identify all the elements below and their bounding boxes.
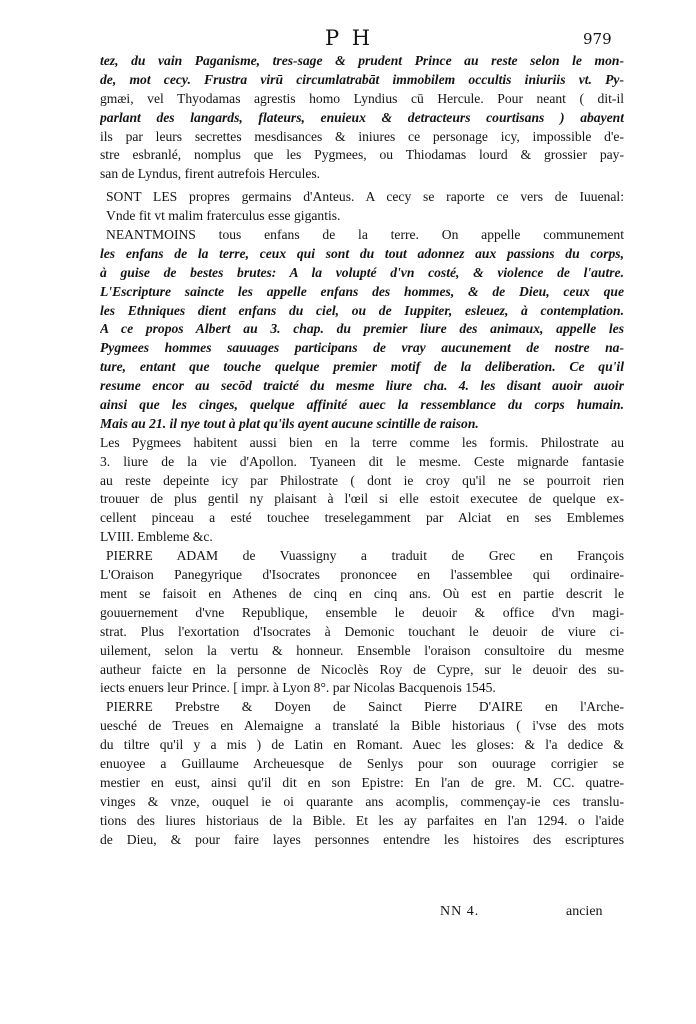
text-line: stre esbranlé, nomplus que les Pygmees, ou Thiodamas lourd & grossier pay- [100,147,624,163]
text-line: de, mot cecy. Frustra virū circumlatrabāt immobilem occultis iniuriis vt. Py- [100,71,624,87]
text-line: A ce propos Albert au 3. chap. du premier liure des animaux, appelle les [100,321,624,337]
text-line: NEANTMOINS tous enfans de la terre. On appelle communement [106,227,624,243]
text-line: LVIII. Embleme &c. [100,529,213,545]
text-line: trouuer de plus gentil ny plaisant à l'œil si elle estoit executee de quelque ex- [100,491,624,507]
text-line: gmæi, vel Thyodamas agrestis homo Lyndius cū Hercule. Pour neant ( dit-il [100,90,624,106]
catchword: ancien [566,904,603,919]
text-line: Pygmees hommes sauuages participans de vray aucunement de nostre na- [100,340,624,356]
text-block [100,52,624,849]
text-line: tions des liures historiaus de la Bible. Et les ay parfaites en l'an 1294. o l'aide [100,812,624,828]
text-line: enuoyee a Guillaume Archeuesque de Senlys pour son ouurage corrigier se [100,755,624,771]
running-header [0,26,696,50]
text-line: resume encor au secōd traicté du mesme liure cha. 4. les disant auoir auoir [100,378,624,394]
text-line: Mais au 21. il nye tout à plat qu'ils ayent aucune scintille de raison. [100,415,479,431]
running-title: P H [325,26,374,50]
text-line: vinges & vnze, ouquel ie oi quarante ans acomplis, commençay-ie ces translu- [100,793,624,809]
text-line: ture, entant que touche quelque premier motif de la deliberation. Ce qu'il [100,359,624,375]
text-line: ment se faisoit en Athenes de cinq en cinq ans. Où est en partie descrit le [100,585,624,601]
text-line: iects enuers leur Prince. [ impr. à Lyon 8°. par Nicolas Bacquenois 1545. [100,680,496,696]
text-line: Les Pygmees habitent aussi bien en la terre comme les formis. Philostrate au [100,434,624,450]
text-line: uilement, selon la vertu & honneur. Ensemble l'oraison consultoire du mesme [100,642,624,658]
text-line: L'Oraison Panegyrique d'Isocrates prononcee en l'assemblee qui ordinaire- [100,567,624,583]
text-line: cellent pinceau a esté touchee treselegamment par Alciat en ses Emblemes [100,510,624,526]
text-line: uesché de Treues en Alemaigne a translaté la Bible historiaus ( i'vse des mots [100,718,624,734]
text-line: de Dieu, & pour faire layes personnes entendre les histoires des escriptures [100,831,624,847]
text-line: tez, du vain Paganisme, tres-sage & prudent Prince au reste selon le mon- [100,53,624,68]
text-line: PIERRE ADAM de Vuassigny a traduit de Grec en François [106,548,624,564]
text-line: mestier en eust, ainsi qu'il dit en son Epistre: En l'an de gre. M. CC. quatre- [100,774,624,790]
text-line: autheur faicte en la personne de Nicoclès Roy de Cypre, sur le deuoir des su- [100,661,624,677]
signature-mark: NN 4. [440,904,480,919]
text-line: Vnde fit vt malim fraterculus esse gigantis. [106,208,341,224]
text-line: à guise de bestes brutes: A la volupté d'vn costé, & violence de l'autre. [100,264,624,280]
text-line: parlant des langards, flateurs, enuieux & detracteurs courtisans ) abayent [100,109,624,125]
text-line: du tiltre qu'il y a mis ) de Latin en Romant. Auec les gloses: & l'a dedice & [100,737,624,753]
text-line: san de Lyndus, firent autrefois Hercules. [100,166,321,182]
text-line: ainsi que les cinges, quelque affinité auec la ressemblance du corps humain. [100,397,624,413]
text-line: 3. liure de la vie d'Apollon. Tyaneen dit le mesme. Ceste mignarde fantasie [100,453,624,469]
text-line: L'Escripture saincte les appelle enfans des hommes, & de Dieu, ceux que [100,283,624,299]
text-line: gouuernement d'vne Republique, ensemble le deuoir & office d'vn magi- [100,604,624,620]
text-line: les Ethniques dient enfans du ciel, ou de Iuppiter, esleuez, à contemplation. [100,302,624,318]
text-line: PIERRE Prebstre & Doyen de Sainct Pierre D'AIRE en l'Arche- [106,699,624,715]
text-line: au reste depeinte icy par Philostrate ( dont ie croy qu'il ne se pourroit rien [100,472,624,488]
text-line: SONT LES propres germains d'Anteus. A cecy se raporte ce vers de Iuuenal: [106,189,624,205]
page-number: 979 [583,30,612,48]
text-line: strat. Plus l'exortation d'Isocrates à Demonic touchant le deuoir de viure ci- [100,623,624,639]
text-line: ils par leurs secrettes mesdisances & iniures ce personage icy, impossible d'e- [100,128,624,144]
text-line: les enfans de la terre, ceux qui sont du tout adonnez aux passions du corps, [100,245,624,261]
